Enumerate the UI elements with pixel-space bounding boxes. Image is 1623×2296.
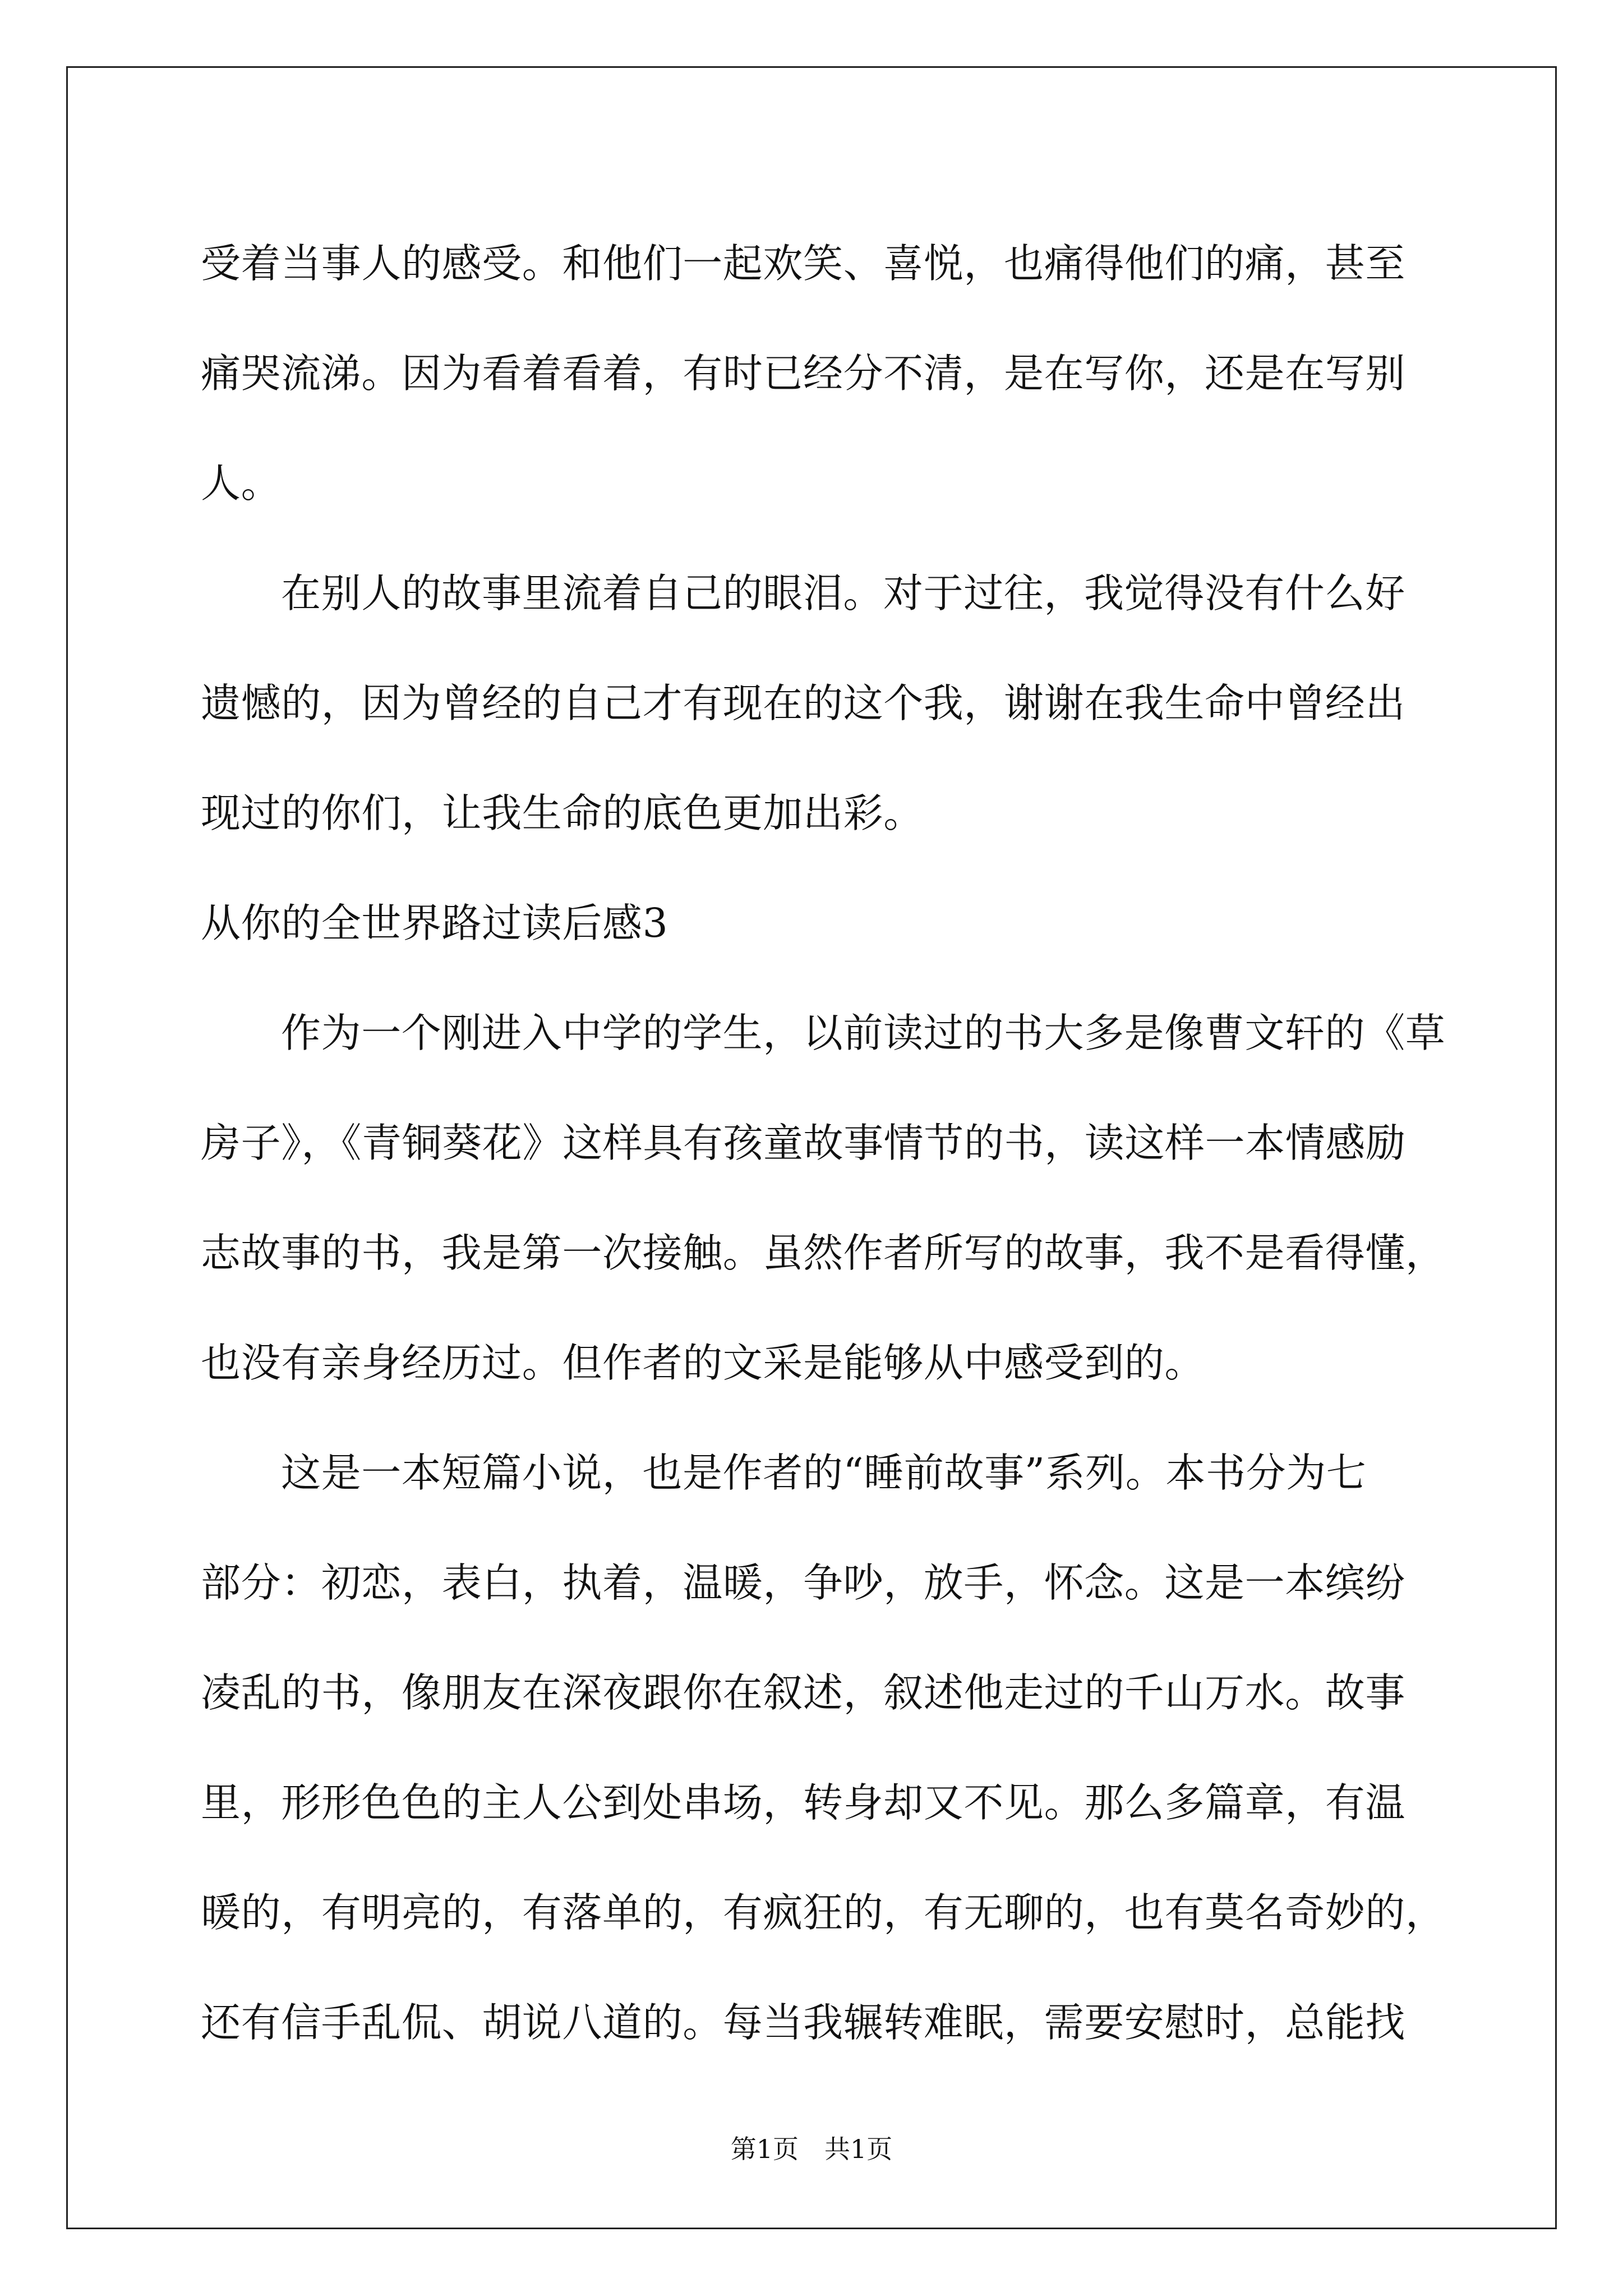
text-line: 痛哭流涕。因为看着看着，有时已经分不清，是在写你，还是在写别 <box>201 350 1406 397</box>
text-line: 受着当事人的感受。和他们一起欢笑、喜悦，也痛得他们的痛，甚至 <box>201 240 1406 287</box>
text-line: 志故事的书，我是第一次接触。虽然作者所写的故事，我不是看得懂， <box>201 1230 1446 1276</box>
text-line: 也没有亲身经历过。但作者的文采是能够从中感受到的。 <box>201 1340 1205 1386</box>
paragraph-first-line: 作为一个刚进入中学的学生，以前读过的书大多是像曹文轩的《草 <box>281 1010 1446 1056</box>
text-line: 还有信手乱侃、胡说八道的。每当我辗转难眠，需要安慰时，总能找 <box>201 1999 1406 2046</box>
text-line: 人。 <box>201 460 282 507</box>
text-line: 里，形形色色的主人公到处串场，转身却又不见。那么多篇章，有温 <box>201 1779 1406 1826</box>
text-line: 暖的，有明亮的，有落单的，有疯狂的，有无聊的，也有莫名奇妙的， <box>201 1889 1446 1936</box>
page-footer: 第1页 共1页 <box>730 2134 893 2164</box>
text-line: 遗憾的，因为曾经的自己才有现在的这个我，谢谢在我生命中曾经出 <box>201 680 1406 726</box>
paragraph-first-line: 这是一本短篇小说，也是作者的“睡前故事”系列。本书分为七 <box>281 1450 1367 1496</box>
text-line: 部分：初恋，表白，执着，温暖，争吵，放手，怀念。这是一本缤纷 <box>201 1559 1406 1606</box>
paragraph-first-line: 在别人的故事里流着自己的眼泪。对于过往，我觉得没有什么好 <box>281 570 1405 616</box>
section-heading: 从你的全世界路过读后感3 <box>201 900 668 946</box>
text-line: 现过的你们，让我生命的底色更加出彩。 <box>201 790 924 836</box>
text-line: 房子》，《青铜葵花》这样具有孩童故事情节的书，读这样一本情感励 <box>201 1120 1406 1166</box>
document-body <box>201 209 1446 2078</box>
text-line: 凌乱的书，像朋友在深夜跟你在叙述，叙述他走过的千山万水。故事 <box>201 1669 1406 1716</box>
